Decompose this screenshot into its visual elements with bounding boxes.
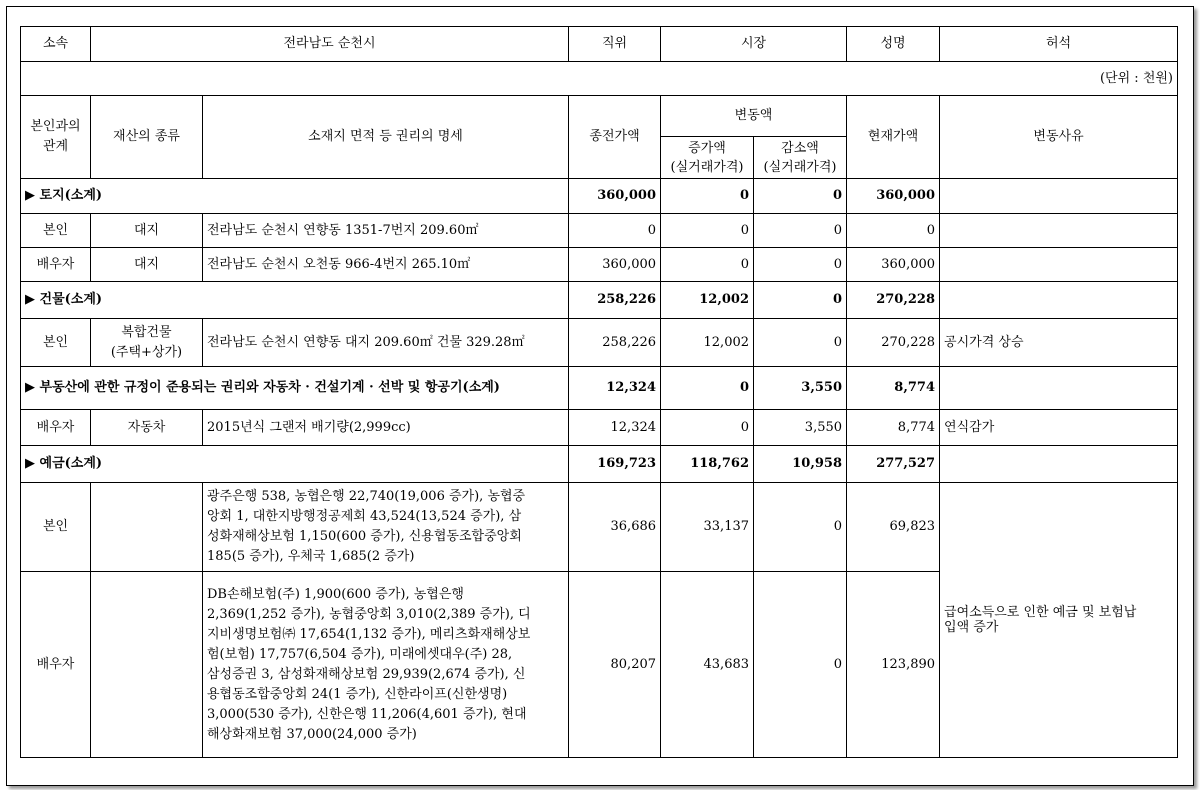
unit-row [21, 62, 1178, 96]
row-increase: 33,137 [661, 483, 754, 572]
row-relation: 배우자 [21, 572, 91, 758]
name-value: 허석 [940, 27, 1178, 62]
position-label: 직위 [569, 27, 661, 62]
row-previous: 0 [569, 214, 661, 248]
asset-change-table [20, 26, 1178, 758]
position-value: 시장 [661, 27, 847, 62]
row-type [91, 572, 203, 758]
table-row [21, 248, 1178, 282]
row-decrease: 0 [754, 248, 847, 282]
column-header-row [21, 96, 1178, 137]
row-type [91, 483, 203, 572]
building-subtotal-decrease: 0 [754, 282, 847, 319]
affiliation-label: 소속 [21, 27, 91, 62]
col-previous: 종전가액 [569, 96, 661, 179]
land-subtotal-label: ▶ 토지(소계) [21, 179, 569, 214]
deposits-subtotal-reason [940, 446, 1178, 483]
col-change: 변동액 [661, 96, 847, 137]
row-relation: 배우자 [21, 248, 91, 282]
row-description [203, 483, 569, 572]
row-current: 0 [847, 214, 940, 248]
row-type-line2: (주택+상가) [110, 344, 183, 360]
name-label: 성명 [847, 27, 940, 62]
row-description [203, 572, 569, 758]
table-row [21, 410, 1178, 446]
row-decrease: 0 [754, 214, 847, 248]
land-subtotal-current: 360,000 [847, 179, 940, 214]
col-reason: 변동사유 [940, 96, 1178, 179]
row-type-line1: 복합건물 [121, 324, 172, 340]
row-current: 123,890 [847, 572, 940, 758]
deposits-subtotal-previous: 169,723 [569, 446, 661, 483]
row-type: 대지 [91, 214, 203, 248]
building-subtotal-label: ▶ 건물(소계) [21, 282, 569, 319]
row-increase: 0 [661, 214, 754, 248]
deposits-subtotal-label: ▶ 예금(소계) [21, 446, 569, 483]
land-subtotal-previous: 360,000 [569, 179, 661, 214]
row-decrease: 0 [754, 483, 847, 572]
row-increase: 0 [661, 248, 754, 282]
row-type: 자동차 [91, 410, 203, 446]
row-decrease: 0 [754, 572, 847, 758]
row-description: 전라남도 순천시 연향동 1351-7번지 209.60㎡ [203, 214, 569, 248]
deposits-subtotal-decrease: 10,958 [754, 446, 847, 483]
row-type [91, 319, 203, 367]
col-relation [21, 96, 91, 179]
rights-subtotal-reason [940, 367, 1178, 410]
rights-subtotal-row [21, 367, 1178, 410]
description-line: DB손해보험(주) 1,900(600 증가), 농협은행 [207, 586, 464, 602]
building-subtotal-increase: 12,002 [661, 282, 754, 319]
col-decrease [754, 137, 847, 179]
description-line: 험(보험) 17,757(6,504 증가), 미래에셋대우(주) 28, [207, 646, 513, 662]
building-subtotal-previous: 258,226 [569, 282, 661, 319]
row-decrease: 3,550 [754, 410, 847, 446]
row-relation: 본인 [21, 319, 91, 367]
deposits-subtotal-current: 277,527 [847, 446, 940, 483]
row-current: 270,228 [847, 319, 940, 367]
deposits-subtotal-increase: 118,762 [661, 446, 754, 483]
rights-subtotal-current: 8,774 [847, 367, 940, 410]
row-type: 대지 [91, 248, 203, 282]
land-subtotal-row [21, 179, 1178, 214]
rights-subtotal-previous: 12,324 [569, 367, 661, 410]
row-reason: 연식감가 [940, 410, 1178, 446]
land-subtotal-reason [940, 179, 1178, 214]
row-current: 8,774 [847, 410, 940, 446]
col-increase-note: (실거래가격) [670, 159, 744, 175]
row-decrease: 0 [754, 319, 847, 367]
row-increase: 0 [661, 410, 754, 446]
land-subtotal-increase: 0 [661, 179, 754, 214]
description-line: 성화재해상보험 1,150(600 증가), 신용협동조합중앙회 [207, 529, 522, 544]
rights-subtotal-decrease: 3,550 [754, 367, 847, 410]
col-description: 소재지 면적 등 권리의 명세 [203, 96, 569, 179]
col-increase-label: 증가액 [688, 140, 726, 156]
row-current: 69,823 [847, 483, 940, 572]
row-description: 2015년식 그랜저 배기량(2,999cc) [203, 410, 569, 446]
description-line: 용협동조합중앙회 24(1 증가), 신한라이프(신한생명) [207, 686, 508, 702]
deposits-reason [940, 483, 1178, 758]
deposits-reason-line2: 입액 증가 [944, 620, 999, 635]
col-current: 현재가액 [847, 96, 940, 179]
col-increase [661, 137, 754, 179]
table-row [21, 483, 1178, 572]
land-subtotal-decrease: 0 [754, 179, 847, 214]
affiliation-value: 전라남도 순천시 [91, 27, 569, 62]
row-previous: 360,000 [569, 248, 661, 282]
description-line: 185(5 증가), 우체국 1,685(2 증가) [207, 549, 415, 564]
description-line: 해상화재보험 37,000(24,000 증가) [207, 726, 417, 742]
description-line: 광주은행 538, 농협은행 22,740(19,006 증가), 농협중 [207, 489, 526, 504]
row-increase: 12,002 [661, 319, 754, 367]
row-current: 360,000 [847, 248, 940, 282]
building-subtotal-row [21, 282, 1178, 319]
col-decrease-note: (실거래가격) [763, 159, 837, 175]
row-relation: 배우자 [21, 410, 91, 446]
building-subtotal-current: 270,228 [847, 282, 940, 319]
header-row [21, 27, 1178, 62]
row-relation: 본인 [21, 483, 91, 572]
row-reason: 공시가격 상승 [940, 319, 1178, 367]
rights-subtotal-label: ▶ 부동산에 관한 규정이 준용되는 권리와 자동차 · 건설기계 · 선박 및 항공기(소계) [21, 367, 569, 410]
row-reason [940, 248, 1178, 282]
row-previous: 36,686 [569, 483, 661, 572]
description-line: 2,369(1,252 증가), 농협중앙회 3,010(2,389 증가), 디 [207, 606, 531, 622]
deposits-reason-line1: 급여소득으로 인한 예금 및 보험납 [944, 605, 1137, 620]
row-previous: 80,207 [569, 572, 661, 758]
row-increase: 43,683 [661, 572, 754, 758]
col-decrease-label: 감소액 [781, 140, 819, 156]
row-description: 전라남도 순천시 연향동 대지 209.60㎡ 건물 329.28㎡ [203, 319, 569, 367]
description-line: 3,000(530 증가), 신한은행 11,206(4,601 증가), 현대 [207, 706, 527, 722]
row-reason [940, 214, 1178, 248]
col-relation-text: 본인과의 관계 [30, 119, 81, 154]
row-previous: 12,324 [569, 410, 661, 446]
description-line: 앙회 1, 대한지방행정공제회 43,524(13,524 증가), 삼 [207, 509, 522, 524]
rights-subtotal-increase: 0 [661, 367, 754, 410]
col-asset-type: 재산의 종류 [91, 96, 203, 179]
description-line: 지비생명보험㈜ 17,654(1,132 증가), 메리츠화재해상보 [207, 626, 531, 642]
deposits-subtotal-row [21, 446, 1178, 483]
row-previous: 258,226 [569, 319, 661, 367]
building-subtotal-reason [940, 282, 1178, 319]
row-relation: 본인 [21, 214, 91, 248]
table-row [21, 214, 1178, 248]
row-description: 전라남도 순천시 오천동 966-4번지 265.10㎡ [203, 248, 569, 282]
table-row [21, 319, 1178, 367]
unit-label: (단위 : 천원) [21, 62, 1178, 96]
description-line: 삼성증권 3, 삼성화재해상보험 29,939(2,674 증가), 신 [207, 666, 526, 682]
